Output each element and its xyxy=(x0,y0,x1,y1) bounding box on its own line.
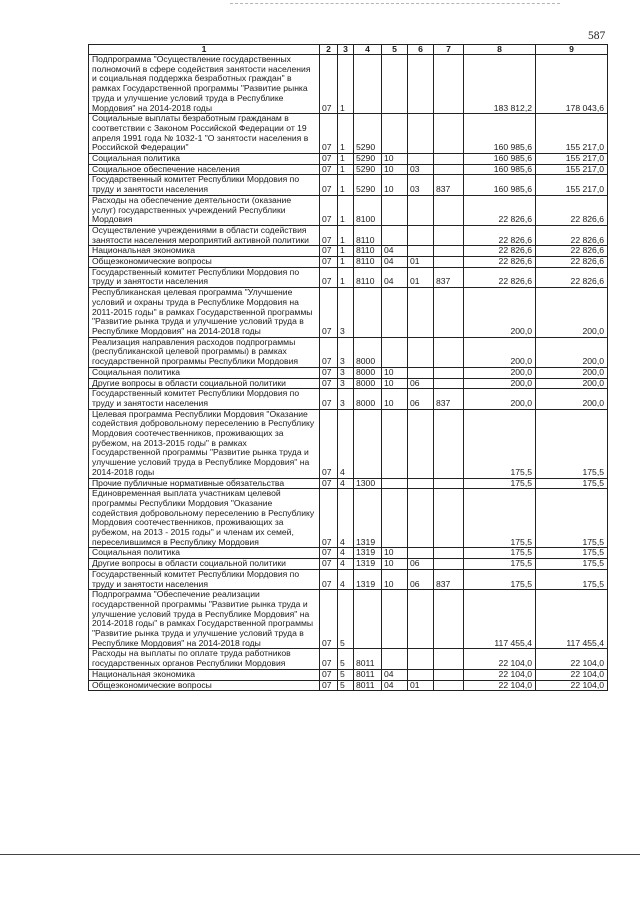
code-dept xyxy=(434,548,464,559)
code-program: 1 xyxy=(338,55,354,114)
code-ministry: 07 xyxy=(320,649,338,669)
code-section xyxy=(382,55,408,114)
code-ministry: 07 xyxy=(320,489,338,548)
code-ministry: 07 xyxy=(320,569,338,589)
amount-2015: 22 104,0 xyxy=(464,680,536,691)
code-dept xyxy=(434,288,464,338)
amount-2016: 175,5 xyxy=(536,548,608,559)
code-target: 8110 xyxy=(354,267,382,287)
amount-2016: 200,0 xyxy=(536,389,608,409)
code-ministry: 07 xyxy=(320,175,338,195)
code-subsection: 03 xyxy=(408,175,434,195)
code-section: 04 xyxy=(382,257,408,268)
code-section: 10 xyxy=(382,559,408,570)
table-row xyxy=(89,114,608,154)
code-ministry: 07 xyxy=(320,246,338,257)
page-number: 587 xyxy=(588,30,606,42)
code-section: 10 xyxy=(382,548,408,559)
amount-2015: 22 826,6 xyxy=(464,225,536,245)
table-row xyxy=(89,669,608,680)
table-row xyxy=(89,225,608,245)
code-section: 04 xyxy=(382,246,408,257)
code-ministry: 07 xyxy=(320,164,338,175)
code-section: 10 xyxy=(382,367,408,378)
code-target xyxy=(354,590,382,649)
amount-2016: 22 826,6 xyxy=(536,257,608,268)
table-row xyxy=(89,548,608,559)
code-subsection xyxy=(408,337,434,367)
code-subsection xyxy=(408,669,434,680)
amount-2016: 22 104,0 xyxy=(536,669,608,680)
code-section xyxy=(382,114,408,154)
amount-2016: 175,5 xyxy=(536,409,608,478)
code-subsection: 06 xyxy=(408,378,434,389)
code-program: 3 xyxy=(338,367,354,378)
code-target: 8011 xyxy=(354,669,382,680)
code-section xyxy=(382,489,408,548)
code-target: 5290 xyxy=(354,154,382,165)
code-subsection xyxy=(408,195,434,225)
code-subsection xyxy=(408,225,434,245)
amount-2016: 200,0 xyxy=(536,337,608,367)
code-subsection xyxy=(408,154,434,165)
code-target: 8000 xyxy=(354,367,382,378)
code-target: 1319 xyxy=(354,489,382,548)
code-subsection: 06 xyxy=(408,569,434,589)
item-name: Социальная политика xyxy=(89,548,320,559)
code-program: 3 xyxy=(338,337,354,367)
code-subsection xyxy=(408,55,434,114)
amount-2016: 200,0 xyxy=(536,288,608,338)
table-row xyxy=(89,175,608,195)
amount-2016: 22 826,6 xyxy=(536,195,608,225)
code-subsection xyxy=(408,409,434,478)
code-program: 3 xyxy=(338,378,354,389)
item-name: Общеэкономические вопросы xyxy=(89,680,320,691)
code-target xyxy=(354,55,382,114)
header-cell: 6 xyxy=(408,45,434,55)
code-subsection xyxy=(408,649,434,669)
code-ministry: 07 xyxy=(320,367,338,378)
amount-2016: 175,5 xyxy=(536,489,608,548)
code-section xyxy=(382,225,408,245)
code-section xyxy=(382,590,408,649)
table-row xyxy=(89,378,608,389)
table-row xyxy=(89,267,608,287)
table-row xyxy=(89,569,608,589)
table-row xyxy=(89,246,608,257)
code-ministry: 07 xyxy=(320,680,338,691)
item-name: Национальная экономика xyxy=(89,669,320,680)
code-dept xyxy=(434,649,464,669)
code-program: 4 xyxy=(338,489,354,548)
code-target: 8000 xyxy=(354,337,382,367)
item-name: Социальная политика xyxy=(89,367,320,378)
amount-2016: 155 217,0 xyxy=(536,114,608,154)
code-ministry: 07 xyxy=(320,389,338,409)
amount-2015: 22 826,6 xyxy=(464,267,536,287)
amount-2016: 175,5 xyxy=(536,478,608,489)
code-target: 5290 xyxy=(354,114,382,154)
code-program: 5 xyxy=(338,649,354,669)
amount-2015: 22 104,0 xyxy=(464,669,536,680)
item-name: Расходы на выплаты по оплате труда работников государственных органов Республики Мордовия xyxy=(89,649,320,669)
code-dept xyxy=(434,669,464,680)
code-ministry: 07 xyxy=(320,267,338,287)
table-row xyxy=(89,680,608,691)
code-program: 5 xyxy=(338,590,354,649)
code-ministry: 07 xyxy=(320,590,338,649)
code-target: 8100 xyxy=(354,195,382,225)
code-program: 4 xyxy=(338,569,354,589)
code-dept xyxy=(434,367,464,378)
code-section: 04 xyxy=(382,267,408,287)
code-program: 1 xyxy=(338,195,354,225)
code-ministry: 07 xyxy=(320,409,338,478)
code-subsection xyxy=(408,548,434,559)
amount-2016: 22 826,6 xyxy=(536,267,608,287)
code-section: 10 xyxy=(382,154,408,165)
table-row xyxy=(89,257,608,268)
header-cell: 3 xyxy=(338,45,354,55)
code-dept xyxy=(434,680,464,691)
code-dept xyxy=(434,114,464,154)
amount-2015: 200,0 xyxy=(464,367,536,378)
amount-2016: 22 826,6 xyxy=(536,246,608,257)
amount-2016: 22 826,6 xyxy=(536,225,608,245)
code-program: 3 xyxy=(338,288,354,338)
item-name: Республиканская целевая программа "Улучшение условий и охраны труда в Республике Мордовия на 2011-2015 годы" в рамках Государственной программы "Развитие рынка труда и улучшение условий труда в Республике Мордовия" на 2014-2018 годы xyxy=(89,288,320,338)
amount-2015: 22 826,6 xyxy=(464,246,536,257)
code-subsection xyxy=(408,478,434,489)
code-subsection: 06 xyxy=(408,389,434,409)
code-target: 1300 xyxy=(354,478,382,489)
code-dept: 837 xyxy=(434,267,464,287)
code-subsection: 01 xyxy=(408,267,434,287)
table-row xyxy=(89,367,608,378)
amount-2015: 22 826,6 xyxy=(464,195,536,225)
amount-2015: 160 985,6 xyxy=(464,175,536,195)
item-name: Государственный комитет Республики Мордовия по труду и занятости населения xyxy=(89,267,320,287)
table-row xyxy=(89,195,608,225)
item-name: Национальная экономика xyxy=(89,246,320,257)
amount-2015: 200,0 xyxy=(464,389,536,409)
table-row xyxy=(89,389,608,409)
amount-2016: 155 217,0 xyxy=(536,154,608,165)
amount-2015: 200,0 xyxy=(464,288,536,338)
item-name: Единовременная выплата участникам целевой программы Республики Мордовия "Оказание содействия добровольному переселению в Республику Мордовия соотечественников, проживающих за рубежом, на 2013 - 2015 годы" и членам их семей, переселившимся в Республику Мордовия xyxy=(89,489,320,548)
code-section xyxy=(382,337,408,367)
code-program: 4 xyxy=(338,478,354,489)
code-ministry: 07 xyxy=(320,114,338,154)
amount-2015: 175,5 xyxy=(464,409,536,478)
amount-2015: 175,5 xyxy=(464,478,536,489)
code-dept xyxy=(434,337,464,367)
table-row xyxy=(89,590,608,649)
header-cell: 8 xyxy=(464,45,536,55)
amount-2015: 175,5 xyxy=(464,559,536,570)
code-program: 4 xyxy=(338,548,354,559)
header-cell: 4 xyxy=(354,45,382,55)
table-row xyxy=(89,409,608,478)
item-name: Прочие публичные нормативные обязательства xyxy=(89,478,320,489)
code-target: 8000 xyxy=(354,378,382,389)
code-ministry: 07 xyxy=(320,195,338,225)
code-target: 1319 xyxy=(354,569,382,589)
code-dept xyxy=(434,195,464,225)
item-name: Государственный комитет Республики Мордовия по труду и занятости населения xyxy=(89,389,320,409)
item-name: Социальная политика xyxy=(89,154,320,165)
budget-table xyxy=(88,44,608,691)
header-cell: 7 xyxy=(434,45,464,55)
code-dept xyxy=(434,164,464,175)
code-dept xyxy=(434,246,464,257)
code-program: 1 xyxy=(338,257,354,268)
table-row xyxy=(89,288,608,338)
code-dept xyxy=(434,257,464,268)
amount-2016: 178 043,6 xyxy=(536,55,608,114)
table-row xyxy=(89,559,608,570)
table-row xyxy=(89,649,608,669)
code-program: 3 xyxy=(338,389,354,409)
amount-2015: 160 985,6 xyxy=(464,114,536,154)
item-name: Реализация направления расходов подпрограммы (республиканской целевой программы) в рамках государственной программы Республики Мордовия xyxy=(89,337,320,367)
amount-2015: 117 455,4 xyxy=(464,590,536,649)
scan-bottom-rule xyxy=(0,854,640,855)
code-subsection: 03 xyxy=(408,164,434,175)
code-program: 1 xyxy=(338,246,354,257)
code-program: 1 xyxy=(338,114,354,154)
table-row xyxy=(89,55,608,114)
code-subsection xyxy=(408,246,434,257)
code-subsection: 01 xyxy=(408,257,434,268)
code-section: 04 xyxy=(382,680,408,691)
amount-2016: 175,5 xyxy=(536,569,608,589)
item-name: Другие вопросы в области социальной политики xyxy=(89,559,320,570)
code-target: 8000 xyxy=(354,389,382,409)
amount-2015: 22 104,0 xyxy=(464,649,536,669)
code-ministry: 07 xyxy=(320,559,338,570)
amount-2015: 175,5 xyxy=(464,489,536,548)
code-program: 1 xyxy=(338,267,354,287)
table-row xyxy=(89,164,608,175)
code-section xyxy=(382,649,408,669)
header-row xyxy=(89,45,608,55)
code-ministry: 07 xyxy=(320,288,338,338)
item-name: Подпрограмма "Обеспечение реализации государственной программы "Развитие рынка труда и улучшение условий труда в Республике Мордовия" на 2014-2018 годы" в рамках Государственной программы "Развитие рынка труда и улучшение условий труда в Республике Мордовия" на 2014-2018 годы xyxy=(89,590,320,649)
amount-2016: 155 217,0 xyxy=(536,164,608,175)
code-target: 5290 xyxy=(354,164,382,175)
code-target: 8011 xyxy=(354,680,382,691)
code-dept xyxy=(434,590,464,649)
code-program: 4 xyxy=(338,559,354,570)
amount-2015: 22 826,6 xyxy=(464,257,536,268)
scan-top-rule xyxy=(230,3,560,4)
code-ministry: 07 xyxy=(320,257,338,268)
code-subsection xyxy=(408,288,434,338)
item-name: Подпрограмма "Осуществление государственных полномочий в сфере содействия занятости населения и социальная поддержка безработных граждан" в рамках Государственной программы "Развитие рынка труда и улучшение условий труда в Республике Мордовия" на 2014-2018 годы xyxy=(89,55,320,114)
item-name: Расходы на обеспечение деятельности (оказание услуг) государственных учреждений Республики Мордовия xyxy=(89,195,320,225)
code-target: 8110 xyxy=(354,225,382,245)
amount-2016: 175,5 xyxy=(536,559,608,570)
code-ministry: 07 xyxy=(320,478,338,489)
amount-2015: 175,5 xyxy=(464,569,536,589)
code-program: 1 xyxy=(338,175,354,195)
code-program: 1 xyxy=(338,225,354,245)
code-section: 10 xyxy=(382,389,408,409)
code-target: 8110 xyxy=(354,246,382,257)
code-ministry: 07 xyxy=(320,378,338,389)
code-target xyxy=(354,409,382,478)
amount-2015: 183 812,2 xyxy=(464,55,536,114)
code-target: 8011 xyxy=(354,649,382,669)
code-ministry: 07 xyxy=(320,225,338,245)
code-dept xyxy=(434,154,464,165)
code-dept xyxy=(434,489,464,548)
code-dept xyxy=(434,559,464,570)
code-ministry: 07 xyxy=(320,55,338,114)
item-name: Социальное обеспечение населения xyxy=(89,164,320,175)
code-target: 8110 xyxy=(354,257,382,268)
code-subsection xyxy=(408,489,434,548)
code-ministry: 07 xyxy=(320,154,338,165)
code-section: 10 xyxy=(382,569,408,589)
header-cell: 9 xyxy=(536,45,608,55)
code-ministry: 07 xyxy=(320,669,338,680)
code-dept xyxy=(434,55,464,114)
amount-2015: 200,0 xyxy=(464,378,536,389)
header-cell: 1 xyxy=(89,45,320,55)
item-name: Социальные выплаты безработным гражданам в соответствии с Законом Российской Федерации от 19 апреля 1991 года № 1032-1 "О занятости населения в Российской Федерации" xyxy=(89,114,320,154)
code-program: 5 xyxy=(338,680,354,691)
code-dept xyxy=(434,409,464,478)
item-name: Другие вопросы в области социальной политики xyxy=(89,378,320,389)
code-dept: 837 xyxy=(434,389,464,409)
table-row xyxy=(89,489,608,548)
code-subsection xyxy=(408,114,434,154)
header-cell: 5 xyxy=(382,45,408,55)
code-dept: 837 xyxy=(434,569,464,589)
code-section: 10 xyxy=(382,175,408,195)
code-section xyxy=(382,478,408,489)
code-target xyxy=(354,288,382,338)
code-section xyxy=(382,195,408,225)
amount-2016: 155 217,0 xyxy=(536,175,608,195)
code-ministry: 07 xyxy=(320,337,338,367)
code-subsection xyxy=(408,367,434,378)
amount-2016: 200,0 xyxy=(536,378,608,389)
item-name: Государственный комитет Республики Мордовия по труду и занятости населения xyxy=(89,569,320,589)
code-target: 5290 xyxy=(354,175,382,195)
code-target: 1319 xyxy=(354,559,382,570)
code-subsection: 06 xyxy=(408,559,434,570)
code-section xyxy=(382,288,408,338)
amount-2015: 160 985,6 xyxy=(464,164,536,175)
code-dept xyxy=(434,478,464,489)
code-program: 4 xyxy=(338,409,354,478)
amount-2016: 200,0 xyxy=(536,367,608,378)
code-section: 10 xyxy=(382,164,408,175)
header-cell: 2 xyxy=(320,45,338,55)
amount-2015: 200,0 xyxy=(464,337,536,367)
code-section: 10 xyxy=(382,378,408,389)
code-section xyxy=(382,409,408,478)
code-subsection xyxy=(408,590,434,649)
code-program: 5 xyxy=(338,669,354,680)
amount-2016: 22 104,0 xyxy=(536,680,608,691)
item-name: Общеэкономические вопросы xyxy=(89,257,320,268)
code-subsection: 01 xyxy=(408,680,434,691)
code-section: 04 xyxy=(382,669,408,680)
amount-2015: 160 985,6 xyxy=(464,154,536,165)
amount-2015: 175,5 xyxy=(464,548,536,559)
item-name: Государственный комитет Республики Мордовия по труду и занятости населения xyxy=(89,175,320,195)
table-row xyxy=(89,337,608,367)
table-row xyxy=(89,154,608,165)
code-dept: 837 xyxy=(434,175,464,195)
amount-2016: 117 455,4 xyxy=(536,590,608,649)
code-target: 1319 xyxy=(354,548,382,559)
code-dept xyxy=(434,378,464,389)
code-program: 1 xyxy=(338,164,354,175)
table-row xyxy=(89,478,608,489)
amount-2016: 22 104,0 xyxy=(536,649,608,669)
item-name: Осуществление учреждениями в области содействия занятости населения мероприятий активной политики xyxy=(89,225,320,245)
code-program: 1 xyxy=(338,154,354,165)
code-ministry: 07 xyxy=(320,548,338,559)
code-dept xyxy=(434,225,464,245)
item-name: Целевая программа Республики Мордовия "Оказание содействия добровольному переселению в Республику Мордовия соотечественников, проживающих за рубежом, на 2013-2015 годы" в рамках Государственной программы "Развитие рынка труда и улучшение условий труда в Республике Мордовия" на 2014-2018 годы xyxy=(89,409,320,478)
